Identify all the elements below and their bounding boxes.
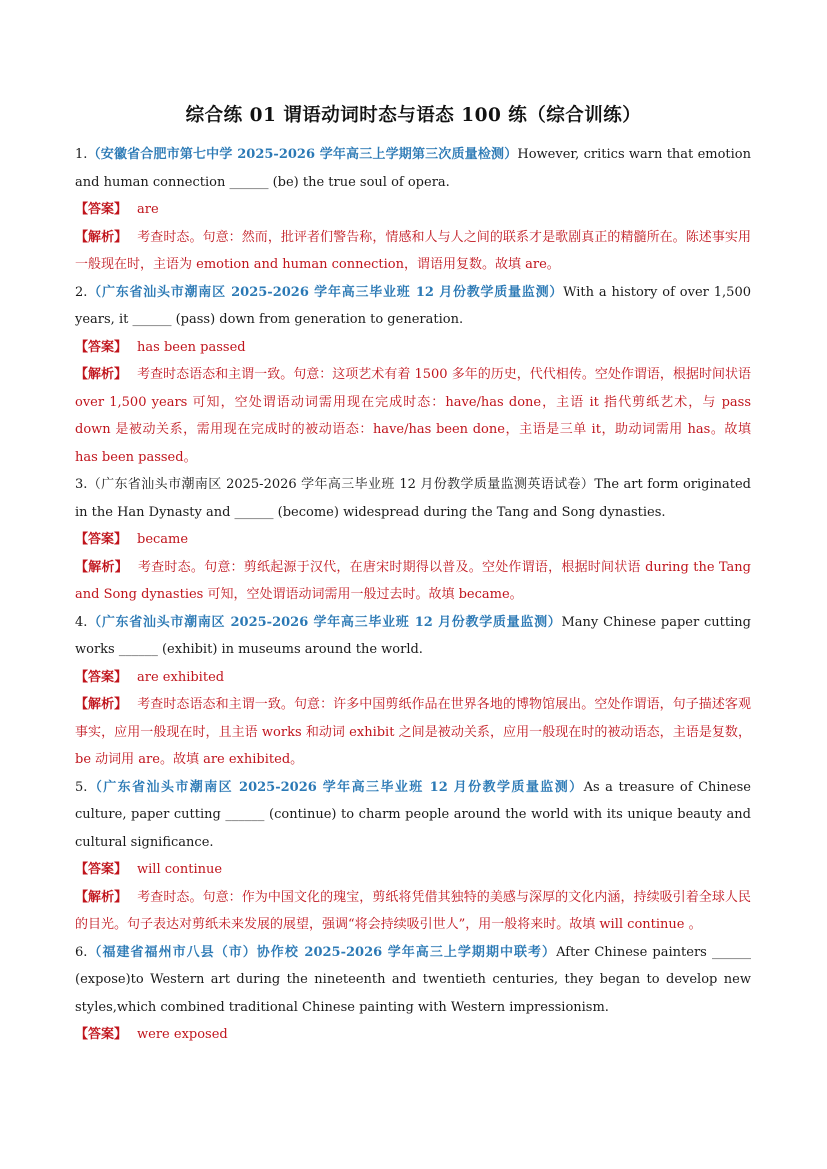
answer-tag: 【答案】 [75, 1027, 128, 1042]
explanation-text: 考查时态。句意：剪纸起源于汉代，在唐宋时期得以普及。空处作谓语，根据时间状语 during the Tang and Song dynasties 可知，空处谓语动词需用一般过去时。故填 became。 [75, 559, 751, 602]
question-stem [75, 774, 751, 857]
question-source: （广东省汕头市潮南区 2025-2026 学年高三毕业班 12 月份教学质量监测） [87, 779, 584, 795]
answer-tag: 【答案】 [75, 532, 128, 547]
explanation-text: 考查时态语态和主谓一致。句意：许多中国剪纸作品在世界各地的博物馆展出。空处作谓语，句子描述客观事实，应用一般现在时，且主语 works 和动词 exhibit 之间是被动关系，应用一般现在时的被动语态，主语是复数，be 动词用 are。故填 are exhibited。 [75, 697, 751, 767]
explanation-line [75, 884, 751, 939]
question-text: The art form originated in the Han Dynasty and ______ (become) widespread during the Tang and Song dynasties. [75, 477, 751, 520]
question-number: 1. [75, 147, 88, 162]
explanation-text: 考查时态。句意：作为中国文化的瑰宝，剪纸将凭借其独特的美感与深厚的文化内涵，持续吸引着全球人民的目光。句子表达对剪纸未来发展的展望，强调“将会持续吸引世人”，用一般将来时。故填 will continue 。 [75, 889, 751, 932]
question-item [75, 774, 751, 939]
question-stem [75, 279, 751, 334]
question-source: （广东省汕头市潮南区 2025-2026 学年高三毕业班 12 月份教学质量监测） [87, 614, 562, 630]
explanation-tag: 【解析】 [75, 229, 128, 245]
question-item [75, 939, 751, 1049]
answer-tag: 【答案】 [75, 202, 128, 217]
answer-tag: 【答案】 [75, 669, 128, 685]
answer-line [75, 1021, 751, 1049]
explanation-tag: 【解析】 [75, 367, 128, 382]
answer-text: are [137, 202, 159, 217]
explanation-line [75, 224, 751, 279]
question-text: After Chinese painters ______ (expose)to Western art during the nineteenth and twentieth centuries, they began to develop new styles,which combined traditional Chinese painting with Western impressionism. [75, 944, 751, 1015]
question-stem [75, 141, 751, 196]
answer-line [75, 526, 751, 554]
question-source: （广东省汕头市潮南区 2025-2026 学年高三毕业班 12 月份教学质量监测英语试卷） [87, 477, 595, 492]
question-source: （安徽省合肥市第七中学 2025-2026 学年高三上学期第三次质量检测） [87, 147, 518, 162]
question-number: 4. [75, 614, 88, 630]
explanation-text: 考查时态语态和主谓一致。句意：这项艺术有着 1500 多年的历史，代代相传。空处作谓语，根据时间状语 over 1,500 years 可知，空处谓语动词需用现在完成时态：have/has done，主语 it 指代剪纸艺术，与 pass down 是被动关系，需用现在完成时的被动语态：have/has been done，主语是三单 it，助动词需用 has。故填 has been passed。 [75, 367, 751, 465]
question-item [75, 279, 751, 472]
explanation-text: 考查时态。句意：然而，批评者们警告称，情感和人与人之间的联系才是歌剧真正的精髓所在。陈述事实用一般现在时，主语为 emotion and human connection，谓语用复数。故填 are。 [75, 229, 751, 272]
question-item [75, 609, 751, 774]
answer-text: will continue [137, 862, 223, 877]
question-stem [75, 939, 751, 1022]
question-item [75, 141, 751, 279]
question-number: 6. [75, 944, 88, 960]
answer-tag: 【答案】 [75, 339, 128, 355]
explanation-tag: 【解析】 [75, 559, 128, 575]
question-source: （福建省福州市八县（市）协作校 2025-2026 学年高三上学期期中联考） [87, 944, 557, 960]
question-source: （广东省汕头市潮南区 2025-2026 学年高三毕业班 12 月份教学质量监测） [87, 284, 564, 300]
answer-tag: 【答案】 [75, 862, 128, 877]
explanation-tag: 【解析】 [75, 697, 128, 712]
question-number: 5. [75, 779, 88, 795]
answer-text: has been passed [137, 339, 246, 355]
question-text: With a history of over 1,500 years, it ______ (pass) down from generation to generation. [75, 284, 751, 327]
answer-text: became [137, 532, 189, 547]
question-text: As a treasure of Chinese culture, paper cutting ______ (continue) to charm people around the world with its unique beauty and cultural significance. [75, 779, 751, 850]
explanation-tag: 【解析】 [75, 889, 128, 905]
question-stem [75, 609, 751, 664]
question-number: 3. [75, 477, 88, 492]
answer-line [75, 856, 751, 884]
question-text: Many Chinese paper cutting works ______ (exhibit) in museums around the world. [75, 614, 751, 657]
answer-line [75, 664, 751, 692]
question-list [75, 141, 751, 1049]
answer-text: are exhibited [137, 669, 225, 685]
question-text: However, critics warn that emotion and human connection ______ (be) the true soul of opera. [75, 147, 752, 190]
question-number: 2. [75, 284, 88, 300]
page-title: 综合练 01 谓语动词时态与语态 100 练（综合训练） [185, 105, 642, 126]
question-item [75, 471, 751, 609]
answer-line [75, 334, 751, 362]
explanation-line [75, 691, 751, 774]
answer-text: were exposed [137, 1027, 228, 1042]
answer-line [75, 196, 751, 224]
explanation-line [75, 554, 751, 609]
question-stem [75, 471, 751, 526]
explanation-line [75, 361, 751, 471]
